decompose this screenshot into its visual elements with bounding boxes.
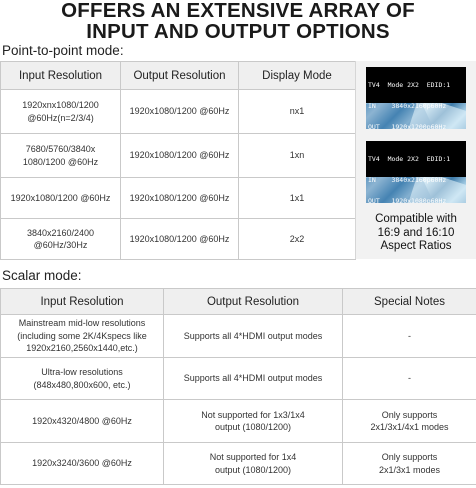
scalar-header-output: Output Resolution <box>164 289 343 315</box>
p2p-section-label: Point-to-point mode: <box>2 43 124 58</box>
table-row <box>1 315 476 358</box>
input-cell: Ultra-low resolutions (848x480,800x600, etc.) <box>1 358 164 400</box>
table-row <box>1 219 356 260</box>
scalar-header-input: Input Resolution <box>1 289 164 315</box>
p2p-header-input: Input Resolution <box>1 62 121 90</box>
output-cell: Supports all 4*HDMI output modes <box>164 315 343 358</box>
output-cell: 1920x1080/1200 @60Hz <box>121 178 239 219</box>
title-line-1: OFFERS AN EXTENSIVE ARRAY OF <box>61 0 415 22</box>
osd-overlay: TV4 Mode 2X2 EDID:1 IN 3840x2160p60Hz OUT 1920x1200p60Hz <box>366 67 466 103</box>
notes-cell: - <box>343 315 476 358</box>
input-cell: 1920xnx1080/1200 @60Hz(n=2/3/4) <box>1 90 121 134</box>
scalar-header-notes: Special Notes <box>343 289 476 315</box>
input-cell: 1920x1080/1200 @60Hz <box>1 178 121 219</box>
p2p-header-mode: Display Mode <box>239 62 356 90</box>
table-row <box>1 358 476 400</box>
mode-cell: 1x1 <box>239 178 356 219</box>
table-row <box>1 178 356 219</box>
output-cell: 1920x1080/1200 @60Hz <box>121 219 239 260</box>
p2p-header-output: Output Resolution <box>121 62 239 90</box>
page-title <box>0 0 476 42</box>
p2p-header-row <box>1 62 356 90</box>
output-cell: Not supported for 1x4 output (1080/1200) <box>164 443 343 485</box>
input-cell: 1920x4320/4800 @60Hz <box>1 400 164 443</box>
mode-cell: 2x2 <box>239 219 356 260</box>
table-row <box>1 134 356 178</box>
scalar-section-label: Scalar mode: <box>2 268 82 283</box>
mode-cell: nx1 <box>239 90 356 134</box>
output-cell: 1920x1080/1200 @60Hz <box>121 134 239 178</box>
output-cell: Not supported for 1x3/1x4 output (1080/1200) <box>164 400 343 443</box>
input-cell: 7680/5760/3840x 1080/1200 @60Hz <box>1 134 121 178</box>
table-row <box>1 90 356 134</box>
example-panel <box>355 61 476 259</box>
monitor-image <box>366 67 466 129</box>
input-cell: 1920x3240/3600 @60Hz <box>1 443 164 485</box>
scalar-table <box>0 288 476 485</box>
input-cell: 3840x2160/2400 @60Hz/30Hz <box>1 219 121 260</box>
output-cell: Supports all 4*HDMI output modes <box>164 358 343 400</box>
compatibility-caption: Compatible with 16:9 and 16:10 Aspect Ratios <box>375 213 457 252</box>
notes-cell: Only supports 2x1/3x1 modes <box>343 443 476 485</box>
notes-cell: Only supports 2x1/3x1/4x1 modes <box>343 400 476 443</box>
input-cell: Mainstream mid-low resolutions (including some 2K/4Kspecs like 1920x2160,2560x1440,etc.) <box>1 315 164 358</box>
mode-cell: 1xn <box>239 134 356 178</box>
title-line-2: INPUT AND OUTPUT OPTIONS <box>86 20 390 43</box>
table-row <box>1 400 476 443</box>
p2p-table <box>0 61 356 260</box>
table-row <box>1 443 476 485</box>
scalar-header-row <box>1 289 476 315</box>
output-cell: 1920x1080/1200 @60Hz <box>121 90 239 134</box>
osd-overlay: TV4 Mode 2X2 EDID:1 IN 3840x2160p60Hz OUT 1920x1080p60Hz <box>366 141 466 177</box>
monitor-image <box>366 141 466 203</box>
notes-cell: - <box>343 358 476 400</box>
